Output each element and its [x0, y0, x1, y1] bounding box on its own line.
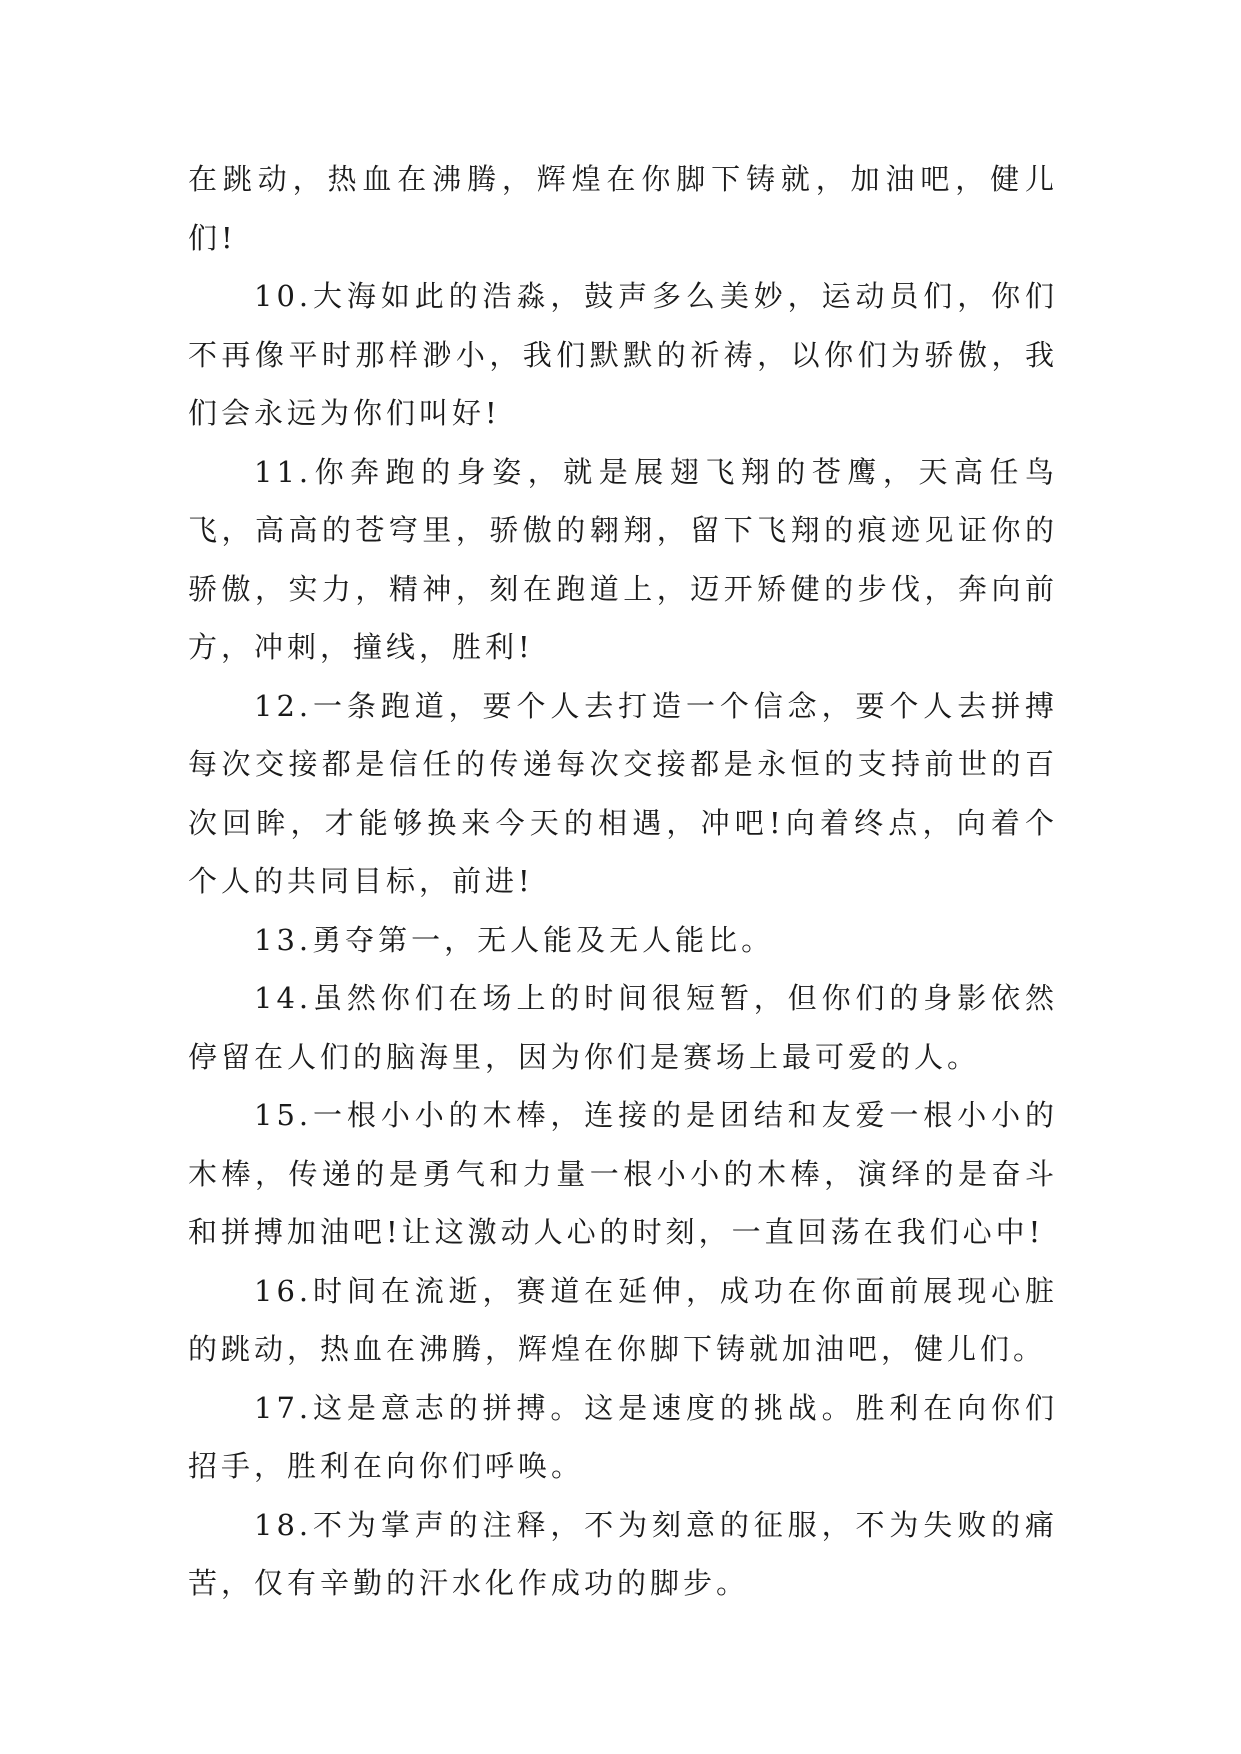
document-page — [188, 150, 1058, 1613]
paragraph-11: 11.你奔跑的身姿，就是展翅飞翔的苍鹰，天高任鸟飞，高高的苍穹里，骄傲的翱翔，留下飞翔的痕迹见证你的骄傲，实力，精神，刻在跑道上，迈开矫健的步伐，奔向前方，冲刺，撞线，胜利! — [188, 454, 1058, 664]
paragraph-12: 12.一条跑道，要个人去打造一个信念，要个人去拼搏每次交接都是信任的传递每次交接都是永恒的支持前世的百次回眸，才能够换来今天的相遇，冲吧!向着终点，向着个个人的共同目标，前进! — [188, 688, 1058, 898]
paragraph-14: 14.虽然你们在场上的时间很短暂，但你们的身影依然停留在人们的脑海里，因为你们是赛场上最可爱的人。 — [188, 981, 1058, 1074]
paragraph-10: 10.大海如此的浩淼，鼓声多么美妙，运动员们，你们不再像平时那样渺小，我们默默的祈祷，以你们为骄傲，我们会永远为你们叫好! — [188, 279, 1058, 430]
paragraph-17: 17.这是意志的拼搏。这是速度的挑战。胜利在向你们招手，胜利在向你们呼唤。 — [188, 1390, 1058, 1483]
paragraph-18: 18.不为掌声的注释，不为刻意的征服，不为失败的痛苦，仅有辛勤的汗水化作成功的脚步。 — [188, 1507, 1058, 1600]
paragraph-16: 16.时间在流逝，赛道在延伸，成功在你面前展现心脏的跳动，热血在沸腾，辉煌在你脚下铸就加油吧，健儿们。 — [188, 1273, 1058, 1366]
paragraph-13: 13.勇夺第一，无人能及无人能比。 — [254, 922, 775, 957]
paragraph-15: 15.一根小小的木棒，连接的是团结和友爱一根小小的木棒，传递的是勇气和力量一根小小的木棒，演绎的是奋斗和拼搏加油吧!让这激动人心的时刻，一直回荡在我们心中! — [188, 1098, 1058, 1249]
paragraph-continuation: 在跳动，热血在沸腾，辉煌在你脚下铸就，加油吧，健儿们! — [188, 162, 1058, 255]
